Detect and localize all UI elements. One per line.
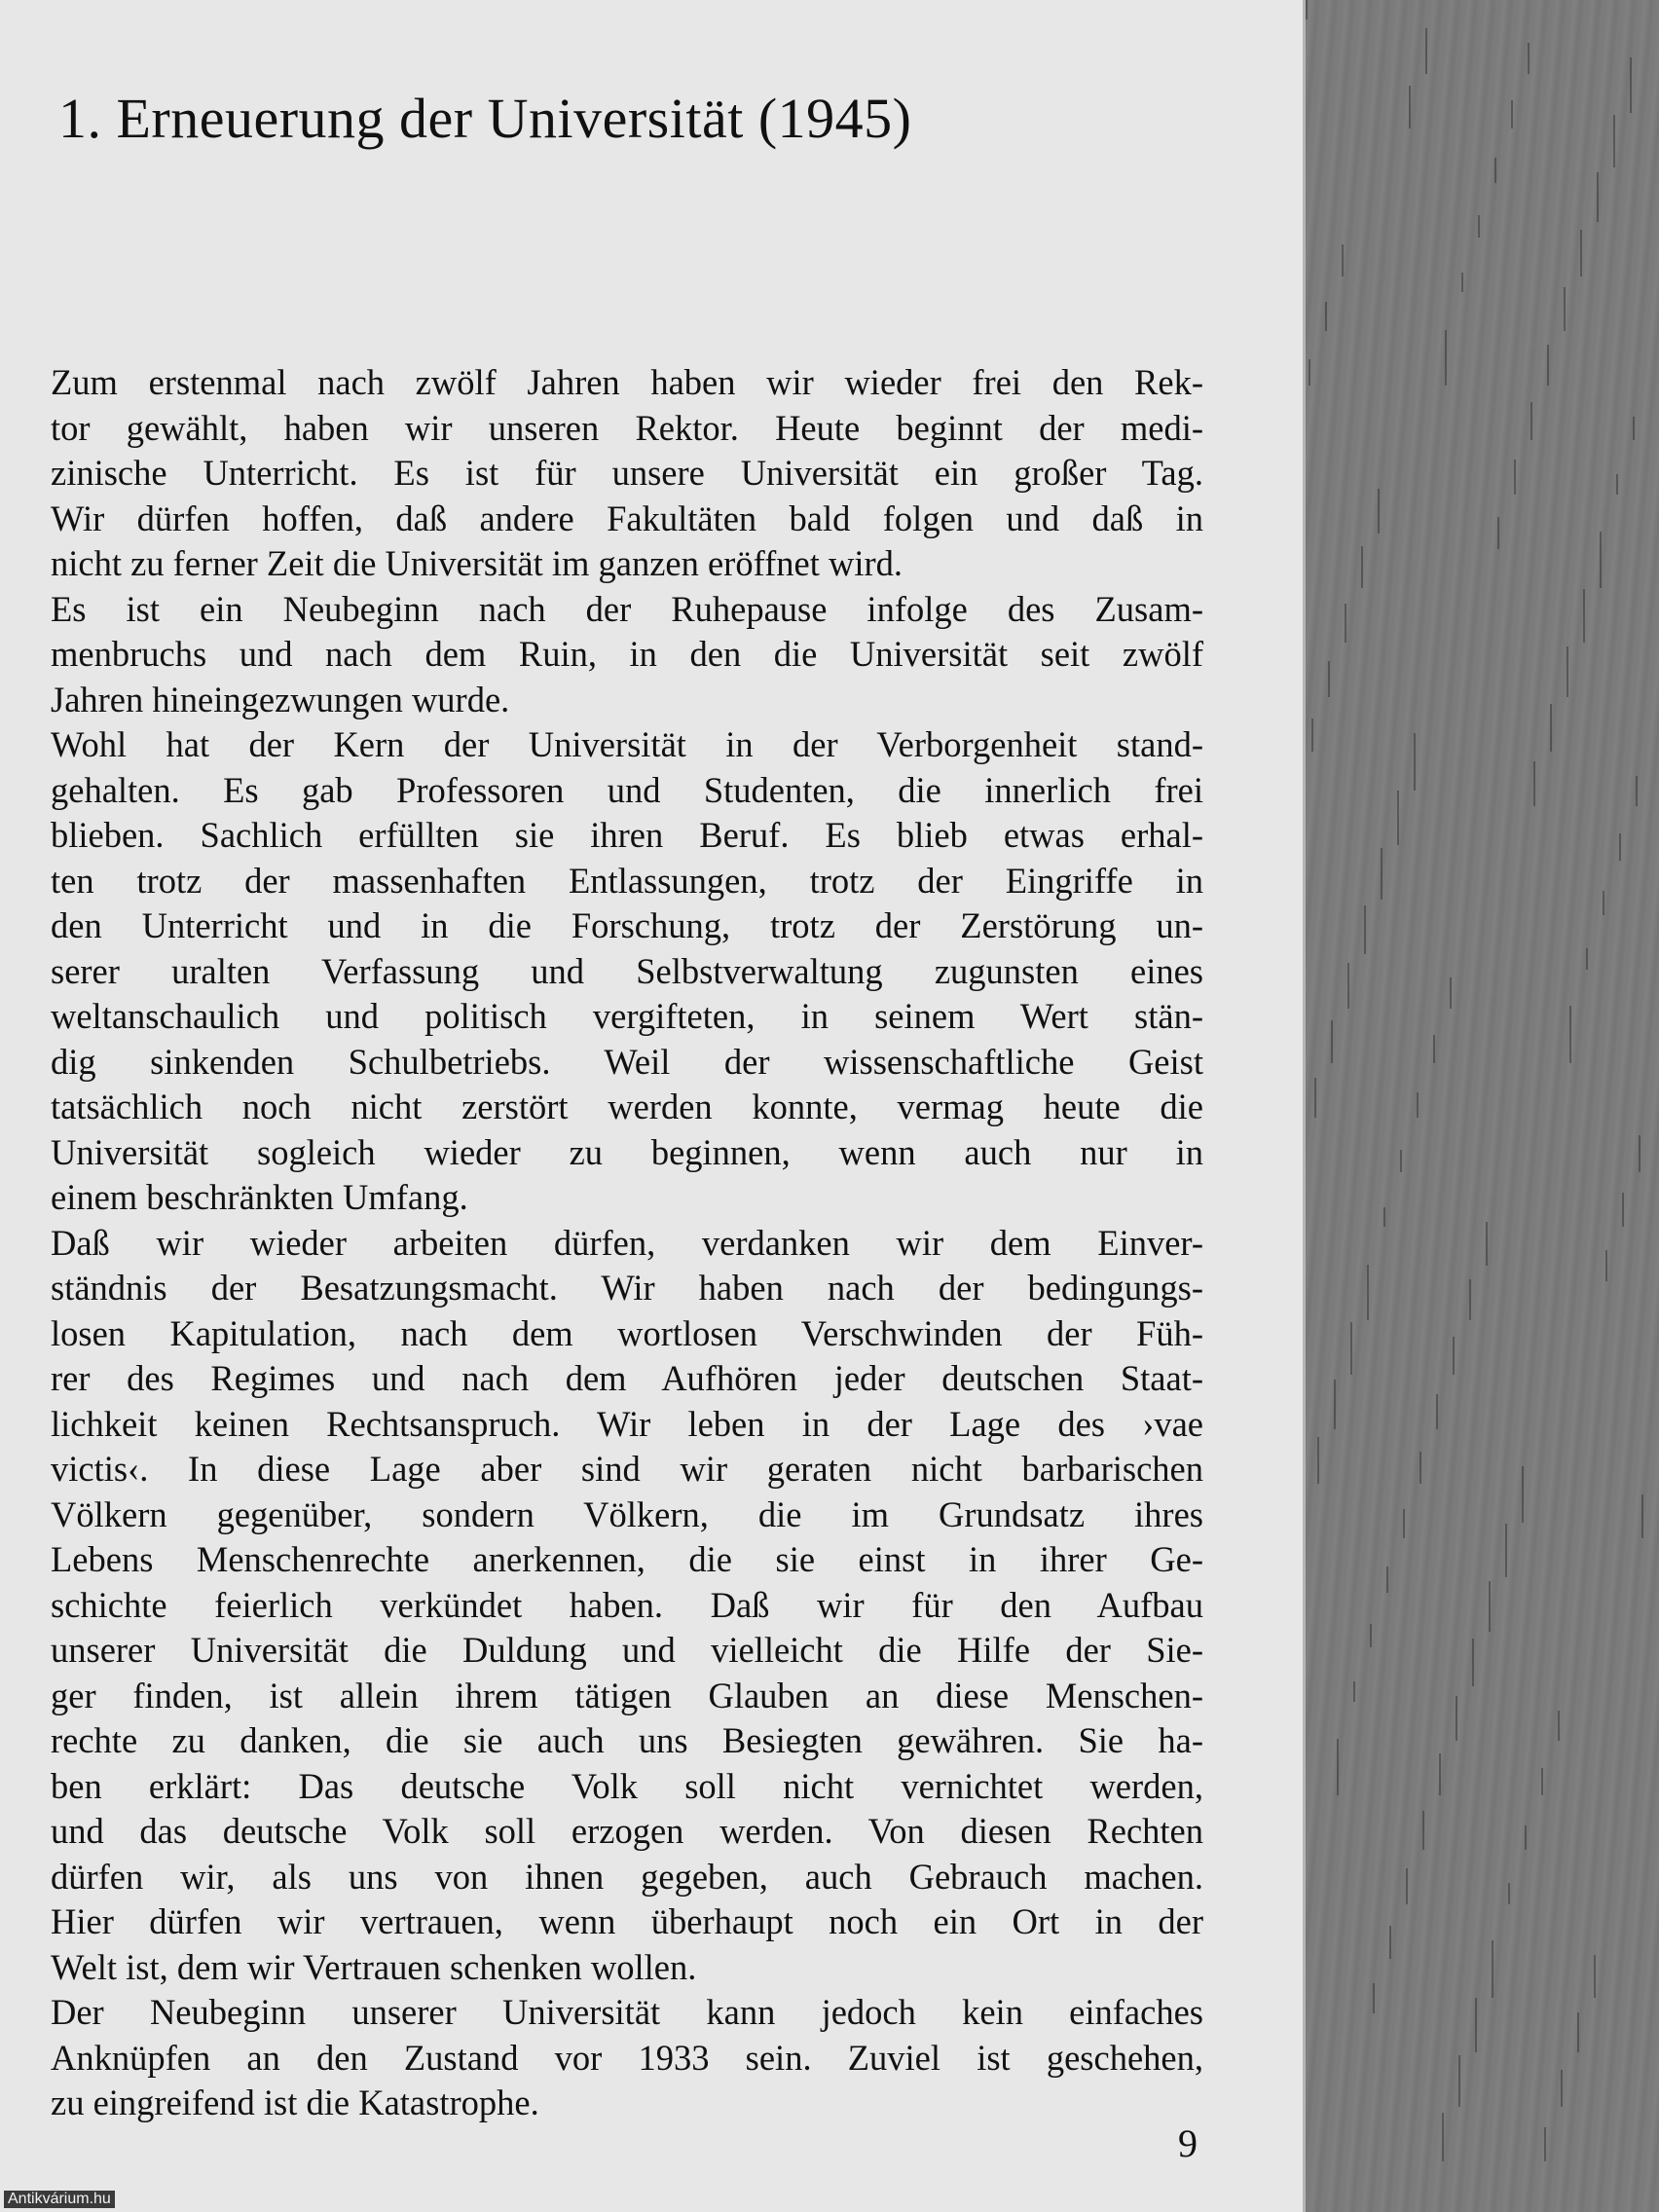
- paragraph: [51, 722, 1203, 1221]
- texture-streak: [1639, 1135, 1641, 1172]
- texture-streak: [1409, 86, 1411, 129]
- texture-streak: [1469, 1279, 1471, 1320]
- texture-streak: [1361, 546, 1363, 588]
- text-line: blieben. Sachlich erfüllten sie ihren Beruf. Es blieb etwas erhal-: [51, 815, 1203, 855]
- texture-streak: [1586, 948, 1588, 970]
- text-line: zu eingreifend ist die Katastrophe.: [51, 2083, 539, 2122]
- texture-streak: [1345, 604, 1346, 643]
- texture-streak: [1472, 1639, 1474, 1686]
- text-line: rer des Regimes und nach dem Aufhören jeder deutschen Staat-: [51, 1358, 1203, 1398]
- texture-streak: [1306, 0, 1308, 19]
- text-line: tor gewählt, haben wir unseren Rektor. Heute beginnt der medi-: [51, 407, 1203, 448]
- texture-streak: [1442, 2113, 1444, 2161]
- texture-streak: [1334, 1380, 1336, 1429]
- texture-streak: [1641, 1494, 1643, 1538]
- texture-streak: [1458, 2055, 1460, 2107]
- text-line: weltanschaulich und politisch vergifteten, in seinem Wert stän-: [51, 996, 1203, 1036]
- text-line: menbruchs und nach dem Ruin, in den die Universität seit zwölf: [51, 634, 1203, 674]
- texture-streak: [1605, 1250, 1607, 1281]
- texture-streak: [1461, 273, 1463, 292]
- page-number: 9: [1178, 2121, 1198, 2165]
- text-line: ten trotz der massenhaften Entlassungen, trotz der Eingriffe in: [51, 860, 1203, 901]
- texture-streak: [1433, 1035, 1435, 1063]
- paragraph: [51, 1990, 1203, 2126]
- texture-streak: [1633, 417, 1635, 440]
- texture-streak: [1492, 1940, 1493, 1998]
- texture-streak: [1636, 776, 1638, 806]
- texture-streak: [1600, 532, 1602, 588]
- texture-streak: [1594, 1955, 1596, 1998]
- texture-streak: [1583, 589, 1585, 643]
- text-line: dürfen wir, als uns von ihnen gegeben, auch Gebrauch machen.: [51, 1856, 1203, 1897]
- texture-streak: [1439, 1753, 1441, 1795]
- texture-streak: [1347, 963, 1349, 1009]
- text-line: den Unterricht und in die Forschung, trotz der Zerstörung un-: [51, 905, 1203, 945]
- text-line: dig sinkenden Schulbetriebs. Weil der wissenschaftliche Geist: [51, 1041, 1203, 1082]
- texture-streak: [1422, 1811, 1424, 1850]
- text-line: rechte zu danken, die sie auch uns Besiegten gewähren. Sie ha-: [51, 1720, 1203, 1760]
- text-line: lichkeit keinen Rechtsanspruch. Wir leben in der Lage des ›vae: [51, 1403, 1203, 1444]
- watermark: Antikvárium.hu: [4, 2191, 115, 2208]
- text-line: gehalten. Es gab Professoren und Studenten, die innerlich frei: [51, 769, 1203, 810]
- texture-streak: [1567, 646, 1568, 697]
- texture-streak: [1547, 345, 1549, 386]
- text-line: Völkern gegenüber, sondern Völkern, die im Grundsatz ihres: [51, 1493, 1203, 1534]
- texture-streak: [1331, 1020, 1333, 1063]
- text-line: unserer Universität die Duldung und vielleicht die Hilfe der Sie-: [51, 1630, 1203, 1670]
- texture-streak: [1616, 474, 1618, 495]
- paragraph: [51, 360, 1203, 587]
- texture-streak: [1403, 1509, 1405, 1538]
- texture-streak: [1314, 1078, 1316, 1118]
- texture-streak: [1445, 330, 1447, 386]
- text-line: tatsächlich noch nicht zerstört werden konnte, vermag heute die: [51, 1087, 1203, 1126]
- texture-streak: [1419, 1452, 1421, 1484]
- text-line: Zum erstenmal nach zwölf Jahren haben wir wieder frei den Rek-: [51, 362, 1203, 402]
- texture-streak: [1622, 1193, 1624, 1227]
- texture-streak: [1525, 1825, 1527, 1850]
- texture-streak: [1353, 1681, 1355, 1702]
- text-line: Jahren hineingezwungen wurde.: [51, 679, 510, 719]
- texture-streak: [1613, 115, 1615, 167]
- text-line: losen Kapitulation, nach dem wortlosen Verschwinden der Füh-: [51, 1312, 1203, 1353]
- texture-streak: [1533, 761, 1535, 806]
- texture-streak: [1564, 287, 1566, 331]
- texture-streak: [1386, 1567, 1388, 1593]
- texture-streak: [1342, 244, 1344, 276]
- text-line: Hier dürfen wir vertrauen, wenn überhaupt noch ein Ort in der: [51, 1901, 1203, 1941]
- paragraph: [51, 587, 1203, 723]
- texture-streak: [1417, 1092, 1419, 1118]
- texture-streak: [1450, 977, 1452, 1009]
- texture-streak: [1489, 1581, 1491, 1632]
- texture-streak: [1475, 1998, 1477, 2052]
- texture-streak: [1436, 1394, 1438, 1429]
- texture-streak: [1514, 460, 1516, 495]
- texture-streak: [1511, 100, 1513, 129]
- text-line: und das deutsche Volk soll erzogen werden. Von diesen Rechten: [51, 1811, 1203, 1851]
- texture-streak: [1619, 833, 1621, 861]
- texture-streak: [1530, 402, 1532, 440]
- texture-streak: [1550, 704, 1552, 752]
- paragraph: [51, 1221, 1203, 1991]
- texture-streak: [1317, 1437, 1319, 1484]
- texture-streak: [1381, 848, 1382, 900]
- texture-streak: [1389, 1926, 1391, 1959]
- texture-streak: [1400, 1150, 1402, 1172]
- texture-streak: [1577, 2012, 1579, 2052]
- texture-streak: [1580, 230, 1582, 276]
- texture-streak: [1350, 1322, 1352, 1375]
- text-line: Wir dürfen hoffen, daß andere Fakultäten bald folgen und daß in: [51, 498, 1203, 538]
- texture-streak: [1603, 891, 1604, 915]
- text-line: serer uralten Verfassung und Selbstverwaltung zugunsten eines: [51, 950, 1203, 991]
- text-line: nicht zu ferner Zeit die Universität im ganzen eröffnet wird.: [51, 543, 903, 583]
- text-line: Anknüpfen an den Zustand vor 1933 sein. Zuviel ist geschehen,: [51, 2037, 1203, 2078]
- texture-streak: [1456, 1696, 1457, 1741]
- text-line: ständnis der Besatzungsmacht. Wir haben nach der bedingungs-: [51, 1268, 1203, 1308]
- texture-streak: [1425, 28, 1427, 74]
- texture-streak: [1378, 489, 1380, 534]
- chapter-title: 1. Erneuerung der Universität (1945): [58, 87, 912, 150]
- texture-streak: [1558, 1711, 1560, 1741]
- texture-streak: [1367, 1265, 1369, 1320]
- texture-streak: [1414, 733, 1416, 791]
- text-line: Wohl hat der Kern der Universität in der Verborgenheit stand-: [51, 724, 1203, 764]
- text-line: ben erklärt: Das deutsche Volk soll nicht vernichtet werden,: [51, 1765, 1203, 1806]
- texture-streak: [1406, 1868, 1408, 1904]
- text-line: schichte feierlich verkündet haben. Daß wir für den Aufbau: [51, 1584, 1203, 1625]
- texture-streak: [1544, 2127, 1546, 2161]
- texture-streak: [1494, 158, 1496, 183]
- texture-streak: [1541, 1768, 1543, 1795]
- texture-streak: [1397, 791, 1399, 845]
- text-line: Daß wir wieder arbeiten dürfen, verdanken wir dem Einver-: [51, 1222, 1203, 1263]
- texture-streak: [1311, 719, 1313, 752]
- text-line: victis‹. In diese Lage aber sind wir geraten nicht barbarischen: [51, 1449, 1203, 1489]
- texture-streak: [1325, 302, 1327, 331]
- texture-streak: [1630, 57, 1632, 113]
- background-surface: [1306, 0, 1659, 2212]
- texture-streak: [1486, 1222, 1488, 1266]
- texture-streak: [1453, 1337, 1455, 1375]
- texture-streak: [1337, 1739, 1339, 1795]
- texture-streak: [1522, 1466, 1524, 1523]
- texture-streak: [1370, 1624, 1372, 1647]
- text-line: Universität sogleich wieder zu beginnen, wenn auch nur in: [51, 1131, 1203, 1172]
- text-line: Es ist ein Neubeginn nach der Ruhepause infolge des Zusam-: [51, 588, 1203, 629]
- texture-streak: [1505, 1524, 1507, 1577]
- texture-streak: [1309, 359, 1310, 386]
- texture-streak: [1383, 1207, 1385, 1227]
- text-line: zinische Unterricht. Es ist für unsere Universität ein großer Tag.: [51, 453, 1203, 493]
- texture-streak: [1561, 2070, 1563, 2107]
- text-line: Der Neubeginn unserer Universität kann jedoch kein einfaches: [51, 1992, 1203, 2032]
- texture-streak: [1508, 1883, 1510, 1904]
- texture-streak: [1528, 43, 1530, 74]
- texture-streak: [1597, 172, 1599, 222]
- texture-streak: [1569, 1006, 1571, 1063]
- texture-streak: [1497, 517, 1499, 549]
- text-line: Lebens Menschenrechte anerkennen, die sie einst in ihrer Ge-: [51, 1539, 1203, 1579]
- texture-streak: [1328, 661, 1330, 697]
- texture-streak: [1478, 215, 1480, 238]
- text-line: ger finden, ist allein ihrem tätigen Glauben an diese Menschen-: [51, 1675, 1203, 1715]
- text-line: einem beschränkten Umfang.: [51, 1177, 468, 1217]
- text-line: Welt ist, dem wir Vertrauen schenken wollen.: [51, 1946, 697, 1987]
- texture-streak: [1364, 905, 1366, 954]
- texture-streak: [1373, 1983, 1375, 2013]
- body-text: [51, 360, 1203, 2126]
